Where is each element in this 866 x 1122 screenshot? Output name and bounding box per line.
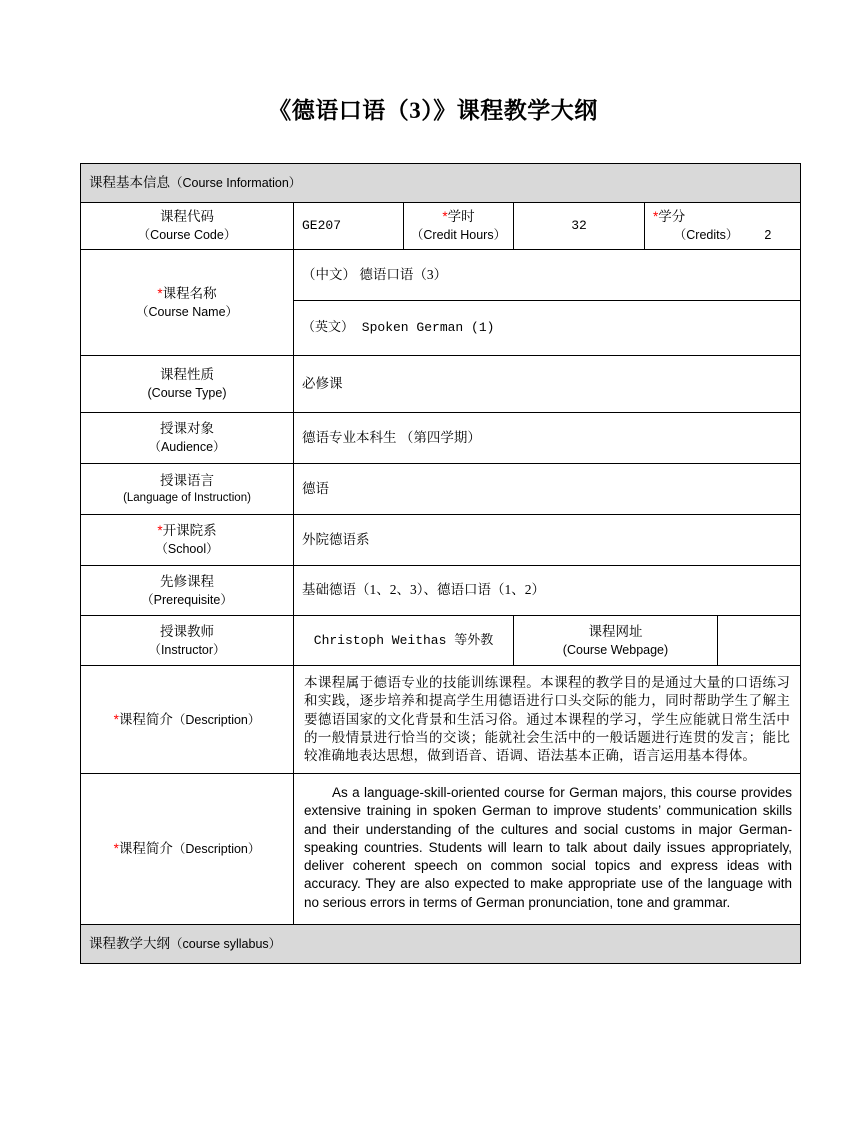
- table-row-course-type: [81, 356, 801, 413]
- table-row-course-name-cn: [81, 250, 801, 301]
- label-course-webpage: [514, 616, 718, 666]
- course-information-table: [80, 163, 801, 964]
- value-course-code: GE207: [294, 203, 404, 250]
- value-course-type: 必修课: [294, 356, 801, 413]
- label-credits-cn-text: 学分: [658, 209, 686, 224]
- value-instructor: Christoph Weithas 等外教: [294, 616, 514, 666]
- label-credit-hours-cn-text: 学时: [447, 209, 475, 224]
- label-school-cn: [85, 522, 289, 540]
- section-header-cn: 课程基本信息: [89, 174, 170, 190]
- page-title: 《德语口语（3）》课程教学大纲: [268, 98, 598, 123]
- required-star-description-en: *: [113, 840, 119, 856]
- label-description-cn-en: （Description）: [172, 712, 261, 727]
- label-description-en: [81, 774, 294, 925]
- cell-credits: [645, 203, 801, 250]
- required-star-credits: *: [653, 209, 659, 224]
- label-description-en-en: （Description）: [172, 841, 261, 856]
- label-instructor-cn: 授课教师: [160, 623, 214, 639]
- value-course-name-en: （英文） Spoken German (1): [294, 301, 801, 356]
- value-course-name-cn: （中文） 德语口语（3）: [294, 250, 801, 301]
- label-description-cn: [81, 666, 294, 774]
- label-course-webpage-en: (Course Webpage): [562, 642, 669, 657]
- label-course-code-cn: 课程代码: [160, 209, 214, 224]
- table-row-school: [81, 515, 801, 566]
- required-star-school: *: [157, 523, 163, 539]
- label-instructor: [81, 616, 294, 666]
- label-description-cn-text: 课程简介: [118, 711, 173, 727]
- label-audience-en: （Audience）: [148, 440, 226, 455]
- value-prerequisite: 基础德语（1、2、3）、德语口语（1、2）: [294, 566, 801, 616]
- required-star-course-name: *: [157, 285, 163, 301]
- label-course-name-cn: [85, 285, 289, 303]
- section-header-course-information: [81, 164, 801, 203]
- label-course-name-en: （Course Name）: [135, 304, 239, 319]
- value-description-en-text: As a language-skill-oriented course for German majors, this course provides extensive training in spoken German to improve students’ communication skills and their understanding of the cultures and social customs in major German-speaking countries. Students will learn to talk about daily issues appropriately, deliver coherent speech on common social topics and express ideas with accuracy. They are also expected to make appropriate use of the language with no serious errors in terms of German pronunciation, tone and grammar.: [304, 785, 793, 910]
- label-school-en: （School）: [155, 542, 219, 557]
- label-course-type-en: (Course Type): [147, 386, 227, 401]
- required-star-credit-hours: *: [442, 209, 448, 224]
- value-course-webpage[interactable]: [718, 616, 801, 666]
- label-language-of-instruction-en: (Language of Instruction): [123, 491, 251, 504]
- value-school: 外院德语系: [294, 515, 801, 566]
- table-row-instructor: [81, 616, 801, 666]
- label-course-type-cn: 课程性质: [160, 367, 214, 383]
- label-course-name-cn-text: 课程名称: [162, 285, 217, 301]
- label-school: [81, 515, 294, 566]
- table-row-audience: [81, 413, 801, 464]
- label-course-name: [81, 250, 294, 356]
- table-row-language-of-instruction: [81, 464, 801, 515]
- label-audience-cn: 授课对象: [160, 421, 214, 437]
- table-row-description-cn: [81, 666, 801, 774]
- label-language-of-instruction-cn: 授课语言: [160, 472, 214, 488]
- value-description-cn: 本课程属于德语专业的技能训练课程。本课程的教学目的是通过大量的口语练习和实践，逐步培养和提高学生用德语进行口头交际的能力，同时帮助学生了解主要德语国家的文化背景和生活习俗。通过本课程的学习，学生应能就日常生活中的一般情景进行恰当的交谈；能就社会生活中的一般话题进行连贯的发言；能比较准确地表达思想，做到语音、语调、语法基本正确，语言运用基本得体。: [294, 666, 801, 774]
- label-school-cn-text: 开课院系: [162, 523, 217, 539]
- label-credit-hours-en: （Credit Hours）: [410, 228, 507, 243]
- label-credit-hours: [404, 203, 514, 250]
- label-description-en-text: 课程简介: [118, 840, 173, 856]
- label-course-webpage-cn: 课程网址: [588, 623, 643, 639]
- label-prerequisite-en: （Prerequisite）: [141, 592, 233, 607]
- label-audience: [81, 413, 294, 464]
- label-credit-hours-cn: [408, 208, 509, 226]
- label-prerequisite-cn: 先修课程: [160, 573, 214, 589]
- table-row-section-course-information: [81, 164, 801, 203]
- label-credits-en-text: （Credits）: [673, 228, 739, 243]
- label-language-of-instruction: [81, 464, 294, 515]
- value-credits: 2: [764, 228, 772, 243]
- label-course-code-en: （Course Code）: [137, 228, 237, 243]
- label-course-type: [81, 356, 294, 413]
- label-prerequisite: [81, 566, 294, 616]
- section-header-syllabus-cn: 课程教学大纲: [89, 935, 170, 951]
- required-star-description-cn: *: [113, 711, 119, 727]
- table-row-section-course-syllabus: [81, 924, 801, 963]
- label-course-code: [81, 203, 294, 250]
- label-credits-en: [649, 227, 796, 244]
- table-row-description-en: [81, 774, 801, 925]
- value-description-en: [294, 774, 801, 925]
- value-credit-hours: 32: [514, 203, 645, 250]
- value-language-of-instruction: 德语: [294, 464, 801, 515]
- section-header-en: （Course Information）: [170, 175, 302, 190]
- label-instructor-en: （Instructor）: [148, 642, 226, 657]
- table-row-course-code: [81, 203, 801, 250]
- section-header-course-syllabus: [81, 924, 801, 963]
- section-header-syllabus-en: （course syllabus）: [170, 936, 282, 951]
- label-credits-cn: [649, 208, 796, 226]
- value-audience: 德语专业本科生 （第四学期）: [294, 413, 801, 464]
- table-row-prerequisite: [81, 566, 801, 616]
